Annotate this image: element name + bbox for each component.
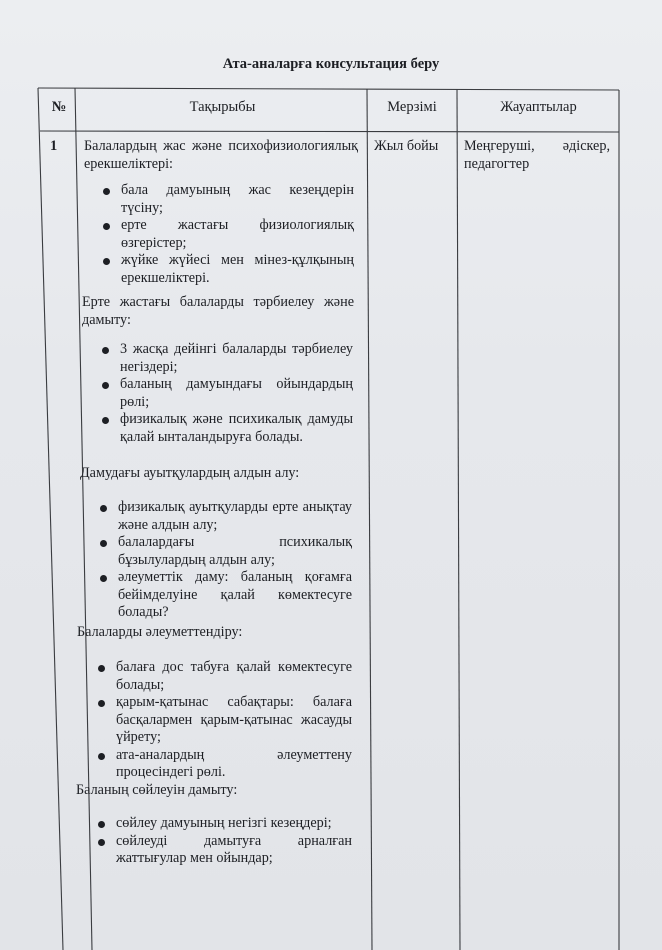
section-heading: Балаларды әлеуметтендіру: bbox=[77, 624, 243, 640]
list-item bbox=[118, 569, 352, 622]
bullet-icon bbox=[100, 505, 107, 512]
list-item-text: сөйлеу дамуының негізгі кезеңдері; bbox=[116, 815, 332, 831]
bullet-list bbox=[118, 499, 352, 622]
column-divider-num bbox=[75, 88, 92, 950]
list-item bbox=[121, 182, 354, 217]
row-responsible: Меңгеруші, әдіскер, педагогтер bbox=[464, 138, 610, 172]
bullet-icon bbox=[98, 839, 105, 846]
list-item bbox=[116, 747, 352, 782]
column-divider-date bbox=[457, 89, 460, 950]
list-item bbox=[121, 217, 354, 252]
bullet-icon bbox=[98, 700, 105, 707]
bullet-icon bbox=[103, 258, 110, 265]
header-responsible: Жауаптылар bbox=[500, 99, 577, 115]
bullet-list bbox=[120, 341, 353, 446]
list-item bbox=[118, 499, 352, 534]
list-item-text: 3 жасқа дейінгі балаларды тәрбиелеу негіздері; bbox=[120, 341, 353, 375]
table-top-border bbox=[38, 88, 619, 90]
list-item-text: балалардағы психикалық бұзылулардың алдын алу; bbox=[118, 534, 352, 568]
table-left-border bbox=[38, 88, 63, 950]
bullet-icon bbox=[103, 188, 110, 195]
bullet-icon bbox=[98, 821, 105, 828]
section-heading: Дамудағы ауытқулардың алдын алу: bbox=[80, 465, 300, 481]
list-item-text: сөйлеуді дамытуға арналған жаттығулар мен ойындар; bbox=[116, 832, 352, 866]
page-title: Ата-аналарға консультация беру bbox=[222, 56, 440, 72]
header-date: Мерзімі bbox=[387, 99, 437, 115]
list-item-text: балаға дос табуға қалай көмектесуге болады; bbox=[116, 659, 352, 693]
list-item-text: физикалық ауытқуларды ерте анықтау және алдын алу; bbox=[118, 499, 352, 533]
bullet-icon bbox=[103, 223, 110, 230]
list-item-text: қарым-қатынас сабақтары: балаға басқалармен қарым-қатынас жасауды үйрету; bbox=[116, 694, 352, 745]
list-item bbox=[118, 534, 352, 569]
bullet-icon bbox=[98, 753, 105, 760]
row-number: 1 bbox=[50, 138, 58, 154]
header-topic: Тақырыбы bbox=[189, 99, 256, 115]
list-item-text: бала дамуының жас кезеңдерін түсіну; bbox=[121, 182, 354, 216]
bullet-icon bbox=[100, 540, 107, 547]
bullet-icon bbox=[100, 575, 107, 582]
list-item bbox=[120, 376, 353, 411]
section-heading: Баланың сөйлеуін дамыту: bbox=[76, 782, 238, 798]
bullet-icon bbox=[102, 417, 109, 424]
column-divider-topic bbox=[367, 89, 372, 950]
bullet-icon bbox=[98, 665, 105, 672]
list-item-text: баланың дамуындағы ойындардың рөлі; bbox=[120, 376, 353, 410]
bullet-icon bbox=[102, 382, 109, 389]
list-item bbox=[116, 694, 352, 747]
list-item-text: жүйке жүйесі мен мінез-құлқының ерекшеліктері. bbox=[121, 252, 354, 286]
row-date: Жыл бойы bbox=[374, 138, 439, 154]
header-bottom-border bbox=[40, 131, 619, 132]
section-heading: Ерте жастағы балаларды тәрбиелеу және дамыту: bbox=[82, 294, 354, 328]
list-item bbox=[121, 252, 354, 287]
bullet-list bbox=[116, 815, 352, 868]
header-number: № bbox=[51, 99, 67, 115]
list-item bbox=[116, 815, 352, 833]
bullet-list bbox=[121, 182, 354, 287]
section-heading: Балалардың жас және психофизиологиялық ерекшеліктері: bbox=[84, 138, 358, 172]
list-item bbox=[116, 659, 352, 694]
list-item-text: физикалық және психикалық дамуды қалай ынталандыруға болады. bbox=[120, 411, 353, 445]
bullet-list bbox=[116, 659, 352, 782]
list-item bbox=[120, 341, 353, 376]
list-item-text: ата-аналардың әлеуметтену процесіндегі рөлі. bbox=[116, 746, 352, 780]
list-item-text: ерте жастағы физиологиялық өзгерістер; bbox=[121, 217, 354, 251]
bullet-icon bbox=[102, 347, 109, 354]
list-item-text: әлеуметтік даму: баланың қоғамға бейімделуіне қалай көмектесуге болады? bbox=[118, 569, 352, 620]
list-item bbox=[116, 833, 352, 868]
list-item bbox=[120, 411, 353, 446]
